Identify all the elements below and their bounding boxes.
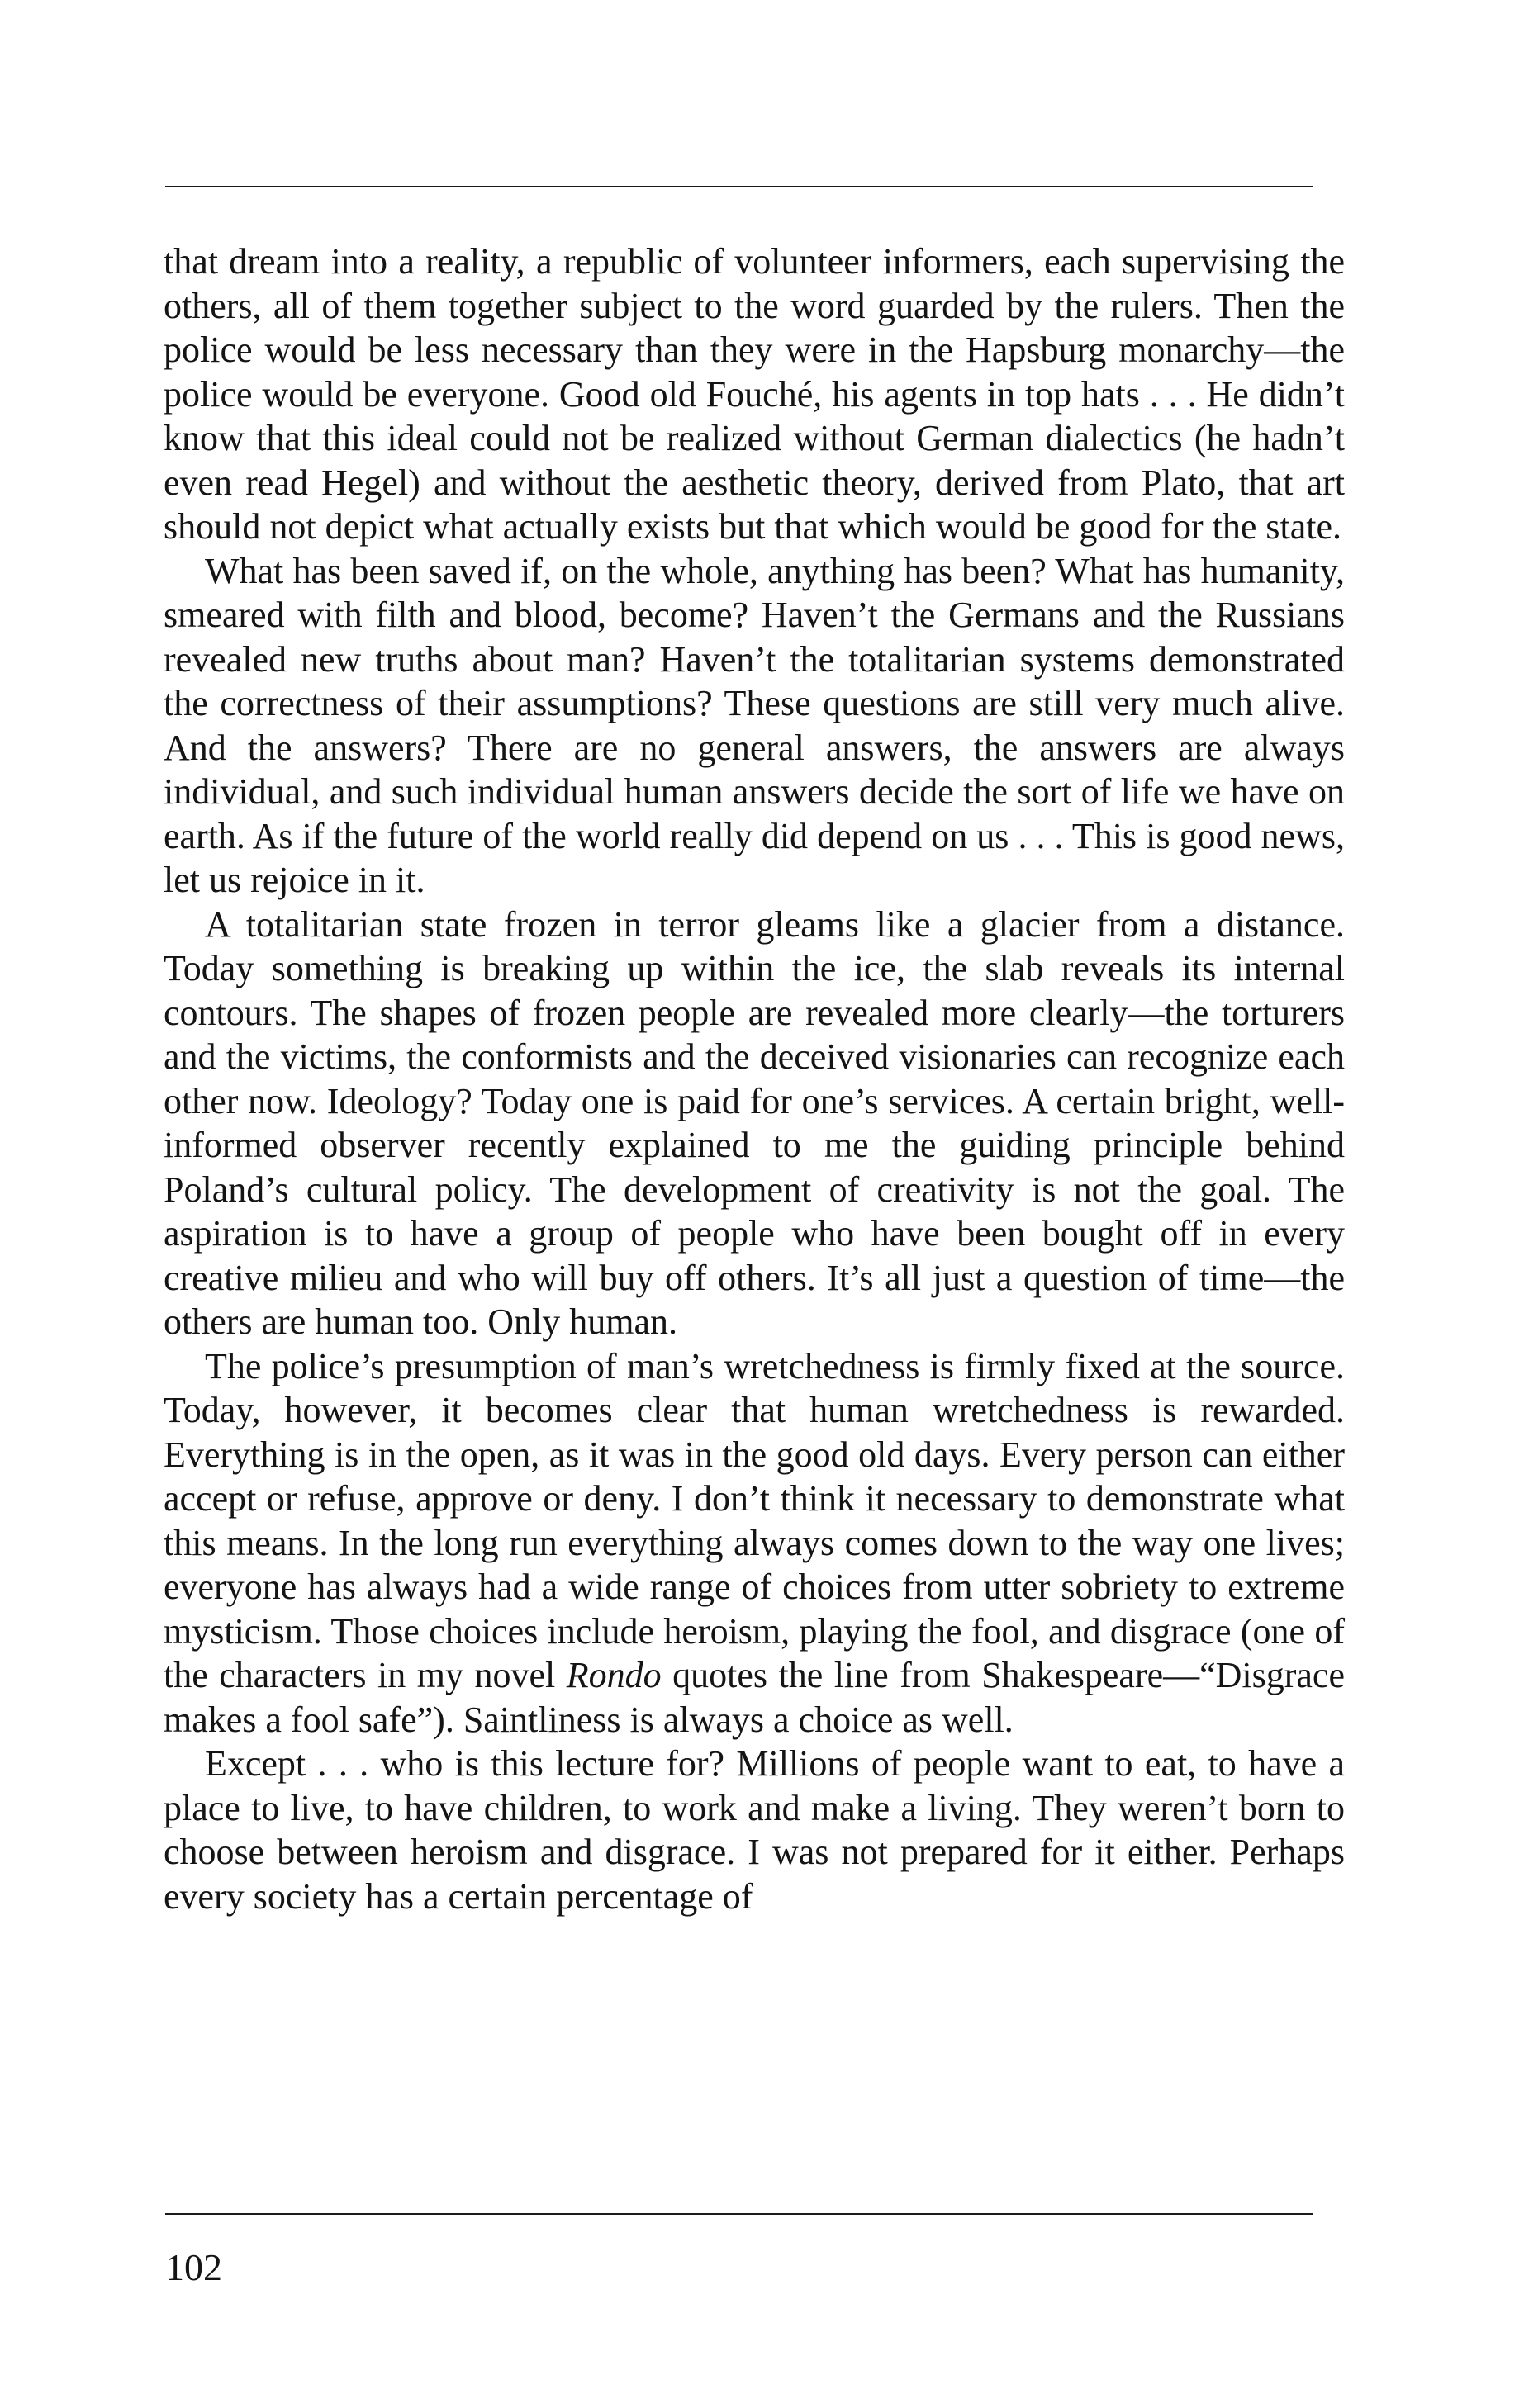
body-text <box>164 239 1345 1918</box>
paragraph-text: Except . . . who is this lecture for? Millions of people want to eat, to have a place to live, to have children, to work and make a living. They weren’t born to choose between heroism and disgrace. I was not prepared for it either. Perhaps every society has a certain percentage of <box>164 1743 1345 1917</box>
paragraph-1 <box>164 239 1345 549</box>
paragraph-4 <box>164 1344 1345 1742</box>
page-number: 102 <box>165 2246 222 2288</box>
paragraph-5 <box>164 1742 1345 1918</box>
paragraph-text: A totalitarian state frozen in terror gleams like a glacier from a distance. Today something is breaking up within the ice, the slab reveals its internal contours. The shapes of frozen people are revealed more clearly—the torturers and the victims, the conformists and the deceived visionaries can recognize each other now. Ideology? Today one is paid for one’s services. A certain bright, well-informed observer recently explained to me the guiding principle behind Poland’s cultural policy. The development of creativity is not the goal. The aspiration is to have a group of people who have been bought off in every creative milieu and who will buy off others. It’s all just a question of time—the others are human too. Only human. <box>164 903 1345 1342</box>
bottom-rule <box>165 2213 1313 2215</box>
paragraph-text: The police’s presumption of man’s wretchedness is firmly fixed at the source. Today, however, it becomes clear that human wretchedness is rewarded. Everything is in the open, as it was in the good old days. Every person can either accept or refuse, approve or deny. I don’t think it necessary to demonstrate what this means. In the long run everything always comes down to the way one lives; everyone has always had a wide range of choices from utter sobriety to extreme mysticism. Those choices include heroism, playing the fool, and disgrace (one of the characters in my novel <box>164 1345 1345 1695</box>
paragraph-text: that dream into a reality, a republic of volunteer informers, each supervising the others, all of them together subject to the word guarded by the rulers. Then the police would be less necessary than they were in the Hapsburg monarchy—the police would be everyone. Good old Fouché, his agents in top hats . . . He didn’t know that this ideal could not be realized without German dialectics (he hadn’t even read Hegel) and without the aesthetic theory, derived from Plato, that art should not depict what actually exists but that which would be good for the state. <box>164 241 1345 547</box>
novel-title: Rondo <box>566 1655 662 1695</box>
paragraph-3 <box>164 903 1345 1344</box>
paragraph-text: quotes the line from Shakespeare—“Disgrace makes a fool safe”). Saintliness is always a choice as well. <box>164 1655 1345 1740</box>
top-rule <box>165 186 1313 187</box>
paragraph-text: What has been saved if, on the whole, anything has been? What has humanity, smeared with filth and blood, become? Haven’t the Germans and the Russians revealed new truths about man? Haven’t the totalitarian systems demonstrated the correctness of their assumptions? These questions are still very much alive. And the answers? There are no general answers, the answers are always individual, and such individual human answers decide the sort of life we have on earth. As if the future of the world really did depend on us . . . This is good news, let us rejoice in it. <box>164 550 1345 900</box>
paragraph-2 <box>164 549 1345 903</box>
